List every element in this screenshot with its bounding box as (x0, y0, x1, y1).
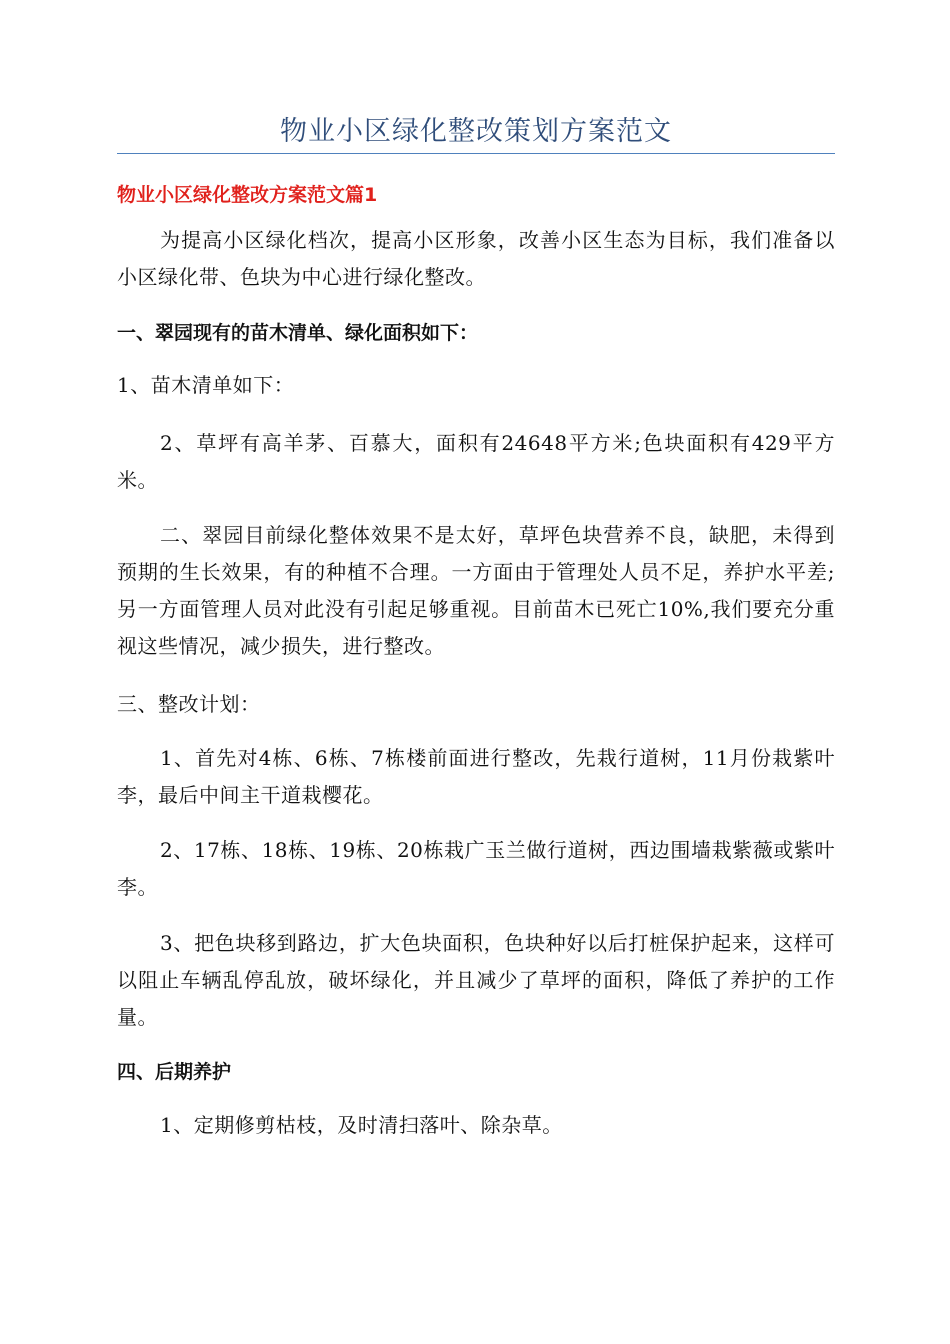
section-subtitle: 物业小区绿化整改方案范文篇1 (117, 184, 378, 206)
title-underline (117, 153, 835, 154)
list-item-2: 2、草坪有高羊茅、百慕大，面积有24648平方米;色块面积有429平方米。 (117, 431, 835, 492)
section-heading-4: 四、后期养护 (117, 1061, 232, 1083)
list-title: 1、苗木清单如下： (117, 373, 295, 397)
document-title: 物业小区绿化整改策划方案范文 (280, 116, 672, 147)
plan-item-3: 3、把色块移到路边，扩大色块面积，色块种好以后打桩保护起来，这样可以阻止车辆乱停乱放，破坏绿化，并且减少了草坪的面积，降低了养护的工作量。 (117, 931, 835, 1029)
section-2-paragraph: 二、翠园目前绿化整体效果不是太好，草坪色块营养不良，缺肥，未得到预期的生长效果，有的种植不合理。一方面由于管理处人员不足，养护水平差;另一方面管理人员对此没有引起足够重视。目前苗木已死亡10%,我们要充分重视这些情况，减少损失，进行整改。 (117, 523, 835, 658)
intro-paragraph: 为提高小区绿化档次，提高小区形象，改善小区生态为目标，我们准备以小区绿化带、色块为中心进行绿化整改。 (117, 228, 835, 289)
care-item-1: 1、定期修剪枯枝，及时清扫落叶、除杂草。 (160, 1113, 563, 1137)
section-heading-3: 三、整改计划： (117, 692, 261, 716)
plan-item-1: 1、首先对4栋、6栋、7栋楼前面进行整改，先栽行道树，11月份栽紫叶李，最后中间主干道栽樱花。 (117, 746, 835, 807)
plan-item-2: 2、17栋、18栋、19栋、20栋栽广玉兰做行道树，西边围墙栽紫薇或紫叶李。 (117, 838, 835, 899)
section-heading-1: 一、翠园现有的苗木清单、绿化面积如下： (117, 322, 479, 344)
